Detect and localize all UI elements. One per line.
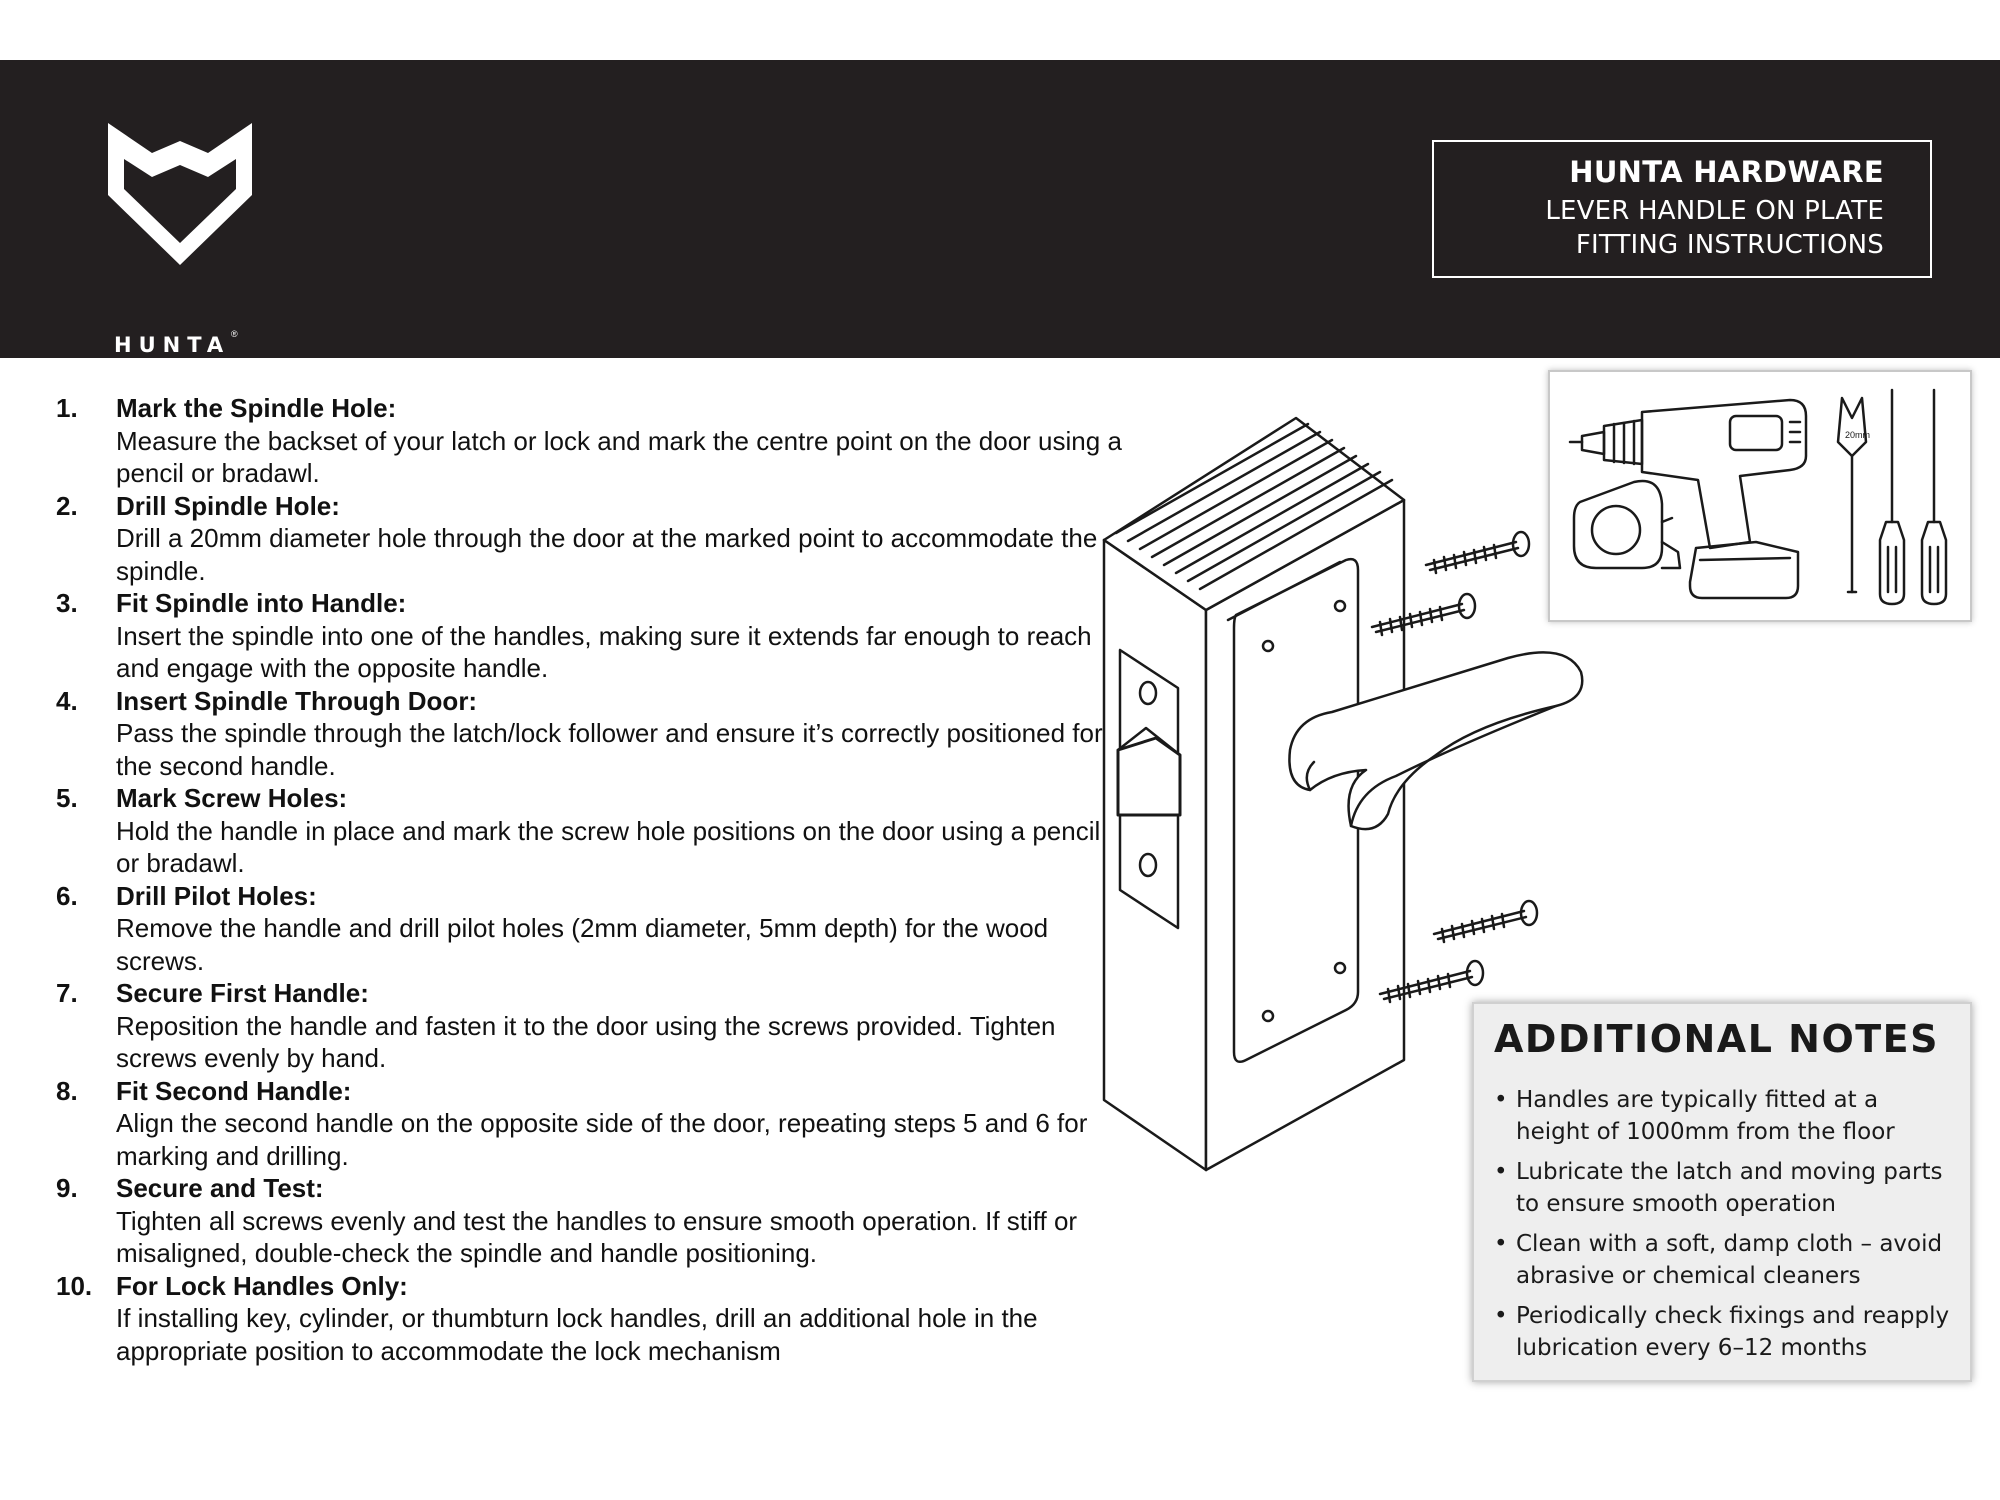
- step-item: [56, 392, 1122, 490]
- instruction-steps: [56, 392, 1122, 1367]
- step-title: Insert Spindle Through Door:: [116, 685, 478, 716]
- bullet-icon: •: [1494, 1231, 1508, 1257]
- step-title: Mark Screw Holes:: [116, 783, 348, 813]
- step-item: [56, 1075, 1088, 1173]
- logo-wordmark: HUNTA: [114, 333, 231, 357]
- step-title: Fit Second Handle:: [116, 1075, 352, 1106]
- drill-bit-size-label: 20mm: [1845, 430, 1871, 440]
- hunta-logo: [100, 115, 260, 357]
- list-item: [1494, 1156, 1950, 1220]
- step-number: 10.: [56, 1270, 93, 1301]
- flathead-screwdriver-icon: [1880, 390, 1904, 604]
- step-title: For Lock Handles Only:: [116, 1270, 408, 1301]
- step-title: Secure First Handle:: [116, 978, 369, 1008]
- step-body: Align the second handle on the opposite side of the door, repeating steps 5 and 6 for marking and drilling.: [116, 1108, 1088, 1171]
- note-text: Periodically check fixings and reapply lubrication every 6–12 months: [1516, 1303, 1950, 1361]
- note-text: Clean with a soft, damp cloth – avoid abrasive or chemical cleaners: [1516, 1231, 1943, 1289]
- step-title: Drill Spindle Hole:: [116, 490, 340, 521]
- step-title: Mark the Spindle Hole:: [116, 393, 397, 423]
- step-number: 9.: [56, 1173, 78, 1203]
- step-body: Hold the handle in place and mark the screw hole positions on the door using a pencil or bradawl.: [116, 815, 1101, 878]
- company-name: HUNTA HARDWARE: [1569, 155, 1884, 189]
- fox-head-logo-icon: [100, 115, 260, 315]
- product-name: LEVER HANDLE ON PLATE: [1545, 196, 1884, 226]
- phillips-screwdriver-icon: [1922, 390, 1946, 604]
- step-item: [56, 685, 1103, 783]
- step-number: 7.: [56, 978, 78, 1008]
- list-item: [1494, 1228, 1950, 1292]
- list-item: [1494, 1084, 1950, 1148]
- step-number: 1.: [56, 393, 78, 423]
- step-item: [56, 1172, 1076, 1270]
- step-item: [56, 782, 1101, 880]
- step-number: 2.: [56, 490, 78, 521]
- latch-faceplate-illustration: [1118, 650, 1180, 928]
- bullet-icon: •: [1494, 1303, 1508, 1329]
- step-item: [56, 880, 1076, 978]
- registered-mark: ®: [231, 329, 238, 339]
- step-item: [56, 1270, 1076, 1368]
- step-number: 5.: [56, 783, 78, 813]
- step-item: [56, 587, 1092, 685]
- list-item: [1494, 1300, 1950, 1364]
- step-body: Pass the spindle through the latch/lock follower and ensure it’s correctly positioned for the second handle.: [116, 718, 1103, 781]
- step-number: 8.: [56, 1075, 78, 1106]
- handle-backplate-illustration: [1228, 559, 1358, 1062]
- notes-list: [1494, 1084, 1950, 1364]
- step-title: Fit Spindle into Handle:: [116, 588, 407, 618]
- step-body: Measure the backset of your latch or lock and mark the centre point on the door using a pencil or bradawl.: [116, 425, 1122, 488]
- step-item: [56, 977, 1076, 1075]
- step-body: Tighten all screws evenly and test the handles to ensure smooth operation. If stiff or misaligned, double-check the spindle and handle positioning.: [116, 1205, 1078, 1268]
- step-number: 3.: [56, 588, 78, 618]
- required-tools-panel: [1548, 370, 1972, 622]
- step-item: [56, 490, 1098, 588]
- step-title: Secure and Test:: [116, 1173, 324, 1203]
- note-text: Handles are typically fitted at a height of 1000mm from the floor: [1516, 1087, 1895, 1145]
- bullet-icon: •: [1494, 1159, 1508, 1185]
- bullet-icon: •: [1494, 1087, 1508, 1113]
- tape-measure-icon: [1574, 481, 1680, 568]
- step-number: 4.: [56, 685, 78, 716]
- step-number: 6.: [56, 880, 78, 911]
- additional-notes-panel: [1472, 1002, 1972, 1382]
- step-title: Drill Pilot Holes:: [116, 880, 317, 911]
- step-body: Drill a 20mm diameter hole through the door at the marked point to accommodate the spindle.: [116, 523, 1098, 586]
- header-banner: [0, 60, 2000, 358]
- notes-heading: ADDITIONAL NOTES: [1494, 1017, 1940, 1061]
- spade-drill-bit-icon: [1838, 398, 1870, 592]
- step-body: Insert the spindle into one of the handles, making sure it extends far enough to reach and engage with the opposite handle.: [116, 620, 1092, 683]
- note-text: Lubricate the latch and moving parts to ensure smooth operation: [1516, 1159, 1943, 1217]
- document-title-box: [1432, 140, 1932, 278]
- step-body: Reposition the handle and fasten it to the door using the screws provided. Tighten screws evenly by hand.: [116, 1010, 1056, 1073]
- step-body: Remove the handle and drill pilot holes (2mm diameter, 5mm depth) for the wood screws.: [116, 913, 1049, 976]
- step-body: If installing key, cylinder, or thumbturn lock handles, drill an additional hole in the appropriate position to accommodate the lock mechanism: [116, 1303, 1038, 1366]
- document-type: FITTING INSTRUCTIONS: [1575, 230, 1884, 260]
